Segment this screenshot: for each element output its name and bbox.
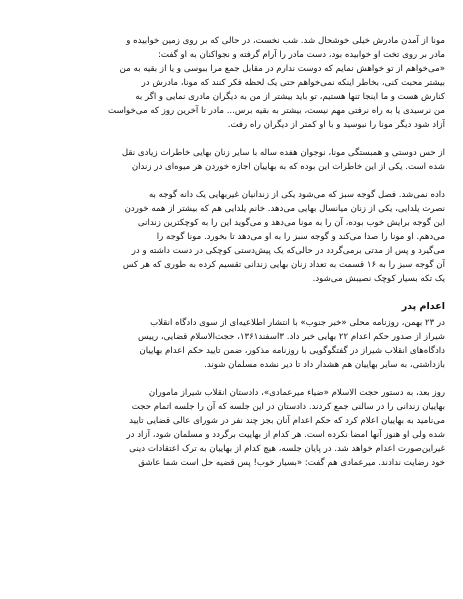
text-line: آن گوجه سبز را به ۱۶ قسمت به تعداد زنان بهایی زندانی تقسیم کرده به طوری که هر کس — [122, 260, 445, 270]
text-line: بازداشتی، به سایر بهاییان هم هشدار داد تا دیر نشده مسلمان شوند. — [204, 360, 445, 370]
text-line: روز بعد، به دستور حجت الاسلام «ضیاء میرعمادی»، دادستان انقلاب شیراز ماموران — [148, 388, 445, 398]
text-line: در ۲۳ بهمن، روزنامه محلی «خبر جنوب» با انتشار اطلاعیه‌ای از سوی دادگاه انقلاب — [150, 318, 445, 328]
text-line: دادگاه‌های انقلاب شیراز در گفتگوگویی با روزنامه مذکور، ضمن تایید حکم اعدام بهاییان — [139, 346, 445, 356]
text-line: داده نمی‌شد. فصل گوجه سبز که می‌شود یکی از زندانیان غیربهایی یک دانه گوجه به — [148, 190, 445, 200]
text-line: آزاد شود دیگر مونا را نبوسید و با او کمتر از دیگران راه رفت. — [227, 120, 445, 130]
document-page — [22, 34, 445, 484]
text-line: یک تکه بسیار کوچک نصیبش می‌شود. — [312, 274, 445, 284]
section-heading: اعدام پدر — [401, 301, 445, 312]
paragraph-5 — [22, 386, 445, 470]
text-line: مادر بر روی تخت او خوابیده بود، دست مادر را آرام گرفته و نجواکنان به او گفت: — [158, 50, 445, 60]
text-line: من نرسیدی یا به راه نرفتی مهم نیست، بیشتر به بقیه برس... مادر تا آخرین روز که می‌خواست — [108, 106, 445, 116]
text-line: کنارش هست و ما اینجا تنها هستیم، تو باید بیشتر از من به دیگران مادری نمایی و اگر به — [135, 92, 445, 102]
text-line: از حس دوستی و همبستگی مونا، نوجوان هفده ساله با سایر زنان بهایی خاطرات زیادی نقل — [121, 148, 445, 158]
text-line: خود رضایت ندادند. میرعمادی هم گفت: «بسیار خوب! پس قضیه حل است شما عاشق — [138, 458, 445, 468]
text-line: «می‌خواهم از تو خواهش نمایم که دوست ندارم در مقابل جمع مرا ببوسی و یا از بقیه به من — [119, 64, 445, 74]
text-line: می‌گیرد و پس از مدتی برمی‌گردد در حالی‌که یک پیش‌دستی کوچکی در دست داشته و در — [131, 246, 445, 256]
text-line: می‌نامید به بهاییان اعلام کرد که حکم اعدام آنان بجز چند نفر در شورای عالی قضایی تایید — [129, 416, 445, 426]
paragraph-4 — [22, 316, 445, 372]
text-line: شده است. یکی از این خاطرات این بوده که به بهاییان اجازه خوردن هر میوه‌ای در زندان — [131, 162, 445, 172]
text-line: شیراز از صدور حکم اعدام ۲۲ بهایی خبر داد. ۳اسفند۱۳۶۱، حجت‌الاسلام قضایی، رییس — [138, 332, 445, 342]
text-line: بهاییان زندانی را در سالنی جمع کردند. دادستان در این جلسه که آن را جلسه اتمام حجت — [131, 402, 445, 412]
paragraph-3 — [22, 188, 445, 286]
text-line: می‌دهم. او مونا را صدا می‌کند و گوجه سبز را به او می‌دهد تا بخورد. مونا گوجه را — [156, 232, 445, 242]
text-line: بیشتر محبت کنی، بخاطر اینکه نمی‌خواهم حتی یک لحظه فکر کنند که مونا، مادرش در — [141, 78, 445, 88]
text-line: این گوجه برایش خوب بوده، آن را به مونا می‌دهد و می‌گوید این را به کوچکترین زندانی — [137, 218, 445, 228]
paragraph-1 — [22, 34, 445, 132]
text-line: غیراین‌صورت اعدام خواهد شد. در پایان جلسه، هیچ کدام از بهاییان به ترک اعتقادات دینی — [129, 444, 445, 454]
text-line: نصرت یلدایی، یکی از زنان میانسال بهایی می‌دهد. خانم یلدایی هم که بیشتر از همه خوردن — [124, 204, 445, 214]
text-line: شده ولی او هنوز آنها امضا نکرده است. هر کدام از بهاییت برگردد و مسلمان شود، آزاد در — [126, 430, 445, 440]
paragraph-2 — [22, 146, 445, 174]
text-line: مونا از آمدن مادرش خیلی خوشحال شد. شب نخست، در حالی که بر روی زمین خوابیده و — [126, 36, 445, 46]
